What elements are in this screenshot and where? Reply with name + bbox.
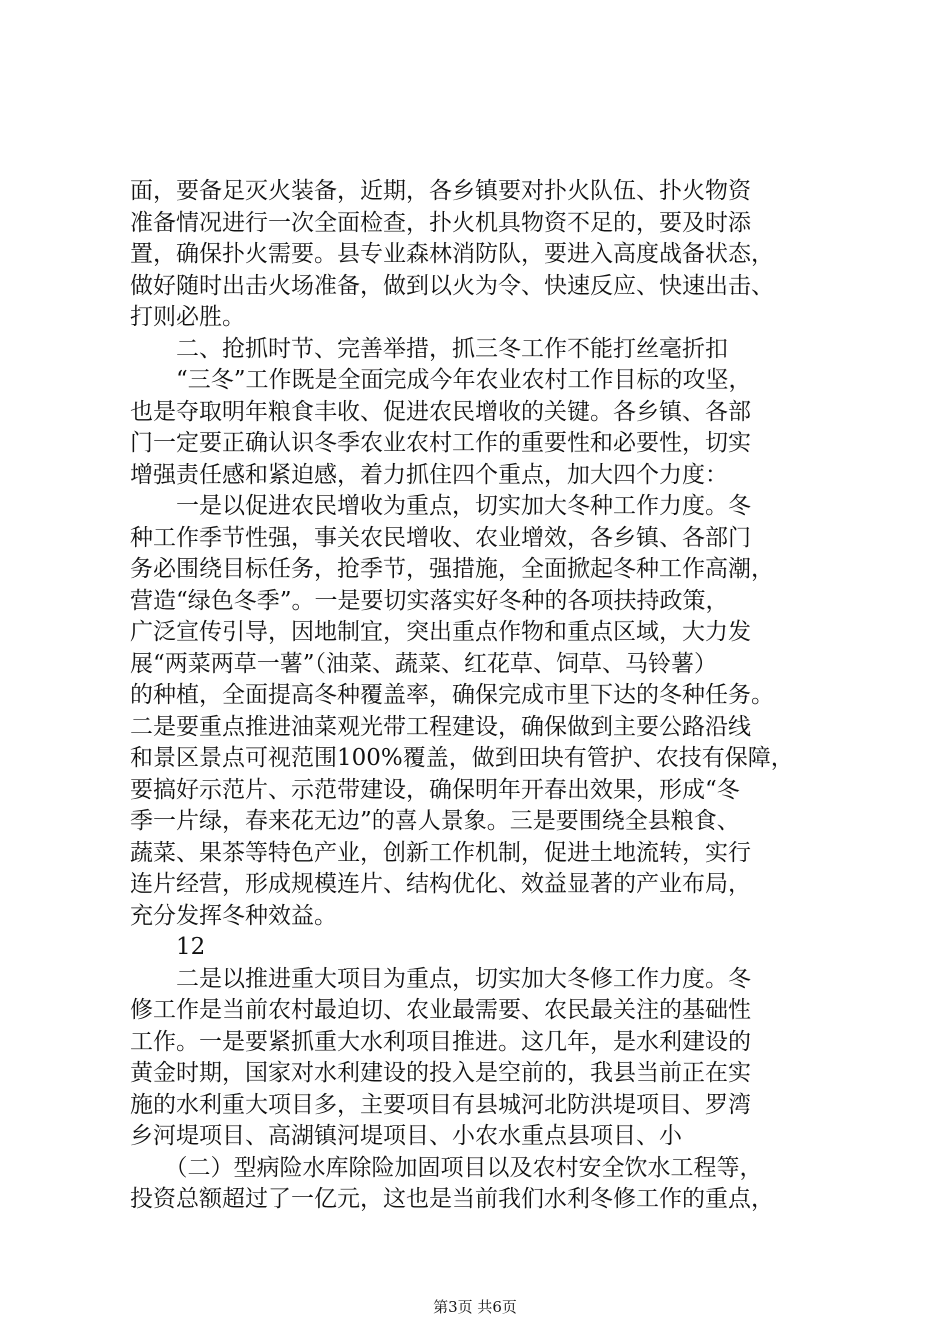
text-line: 准备情况进行一次全面检查，扑火机具物资不足的，要及时添 [130, 209, 751, 236]
text-line: 种工作季节性强，事关农民增收、农业增效，各乡镇、各部门 [130, 524, 751, 551]
text-line: 广泛宣传引导，因地制宜，突出重点作物和重点区域，大力发 [130, 619, 751, 645]
text-line: 蔬菜、果茶等特色产业，创新工作机制，促进土地流转，实行 [130, 839, 751, 866]
text-line: 连片经营，形成规模连片、结构优化、效益显著的产业布局， [130, 871, 751, 897]
text-line: 工作。一是要紧抓重大水利项目推进。这几年，是水利建设的 [130, 1028, 751, 1055]
text-line: 打则必胜。 [130, 304, 245, 330]
text-line: 乡河堤项目、高湖镇河堤项目、小农水重点县项目、小 [130, 1123, 682, 1149]
text-line: 营造“绿色冬季”。一是要切实落实好冬种的各项扶持政策， [130, 587, 729, 614]
text-line: 二是以推进重大项目为重点，切实加大冬修工作力度。冬 [130, 965, 751, 992]
text-line: 黄金时期，国家对水利建设的投入是空前的，我县当前正在实 [130, 1060, 751, 1086]
text-line: 的种植，全面提高冬种覆盖率，确保完成市里下达的冬种任务。 [130, 682, 774, 708]
text-line: 面，要备足灭火装备，近期，各乡镇要对扑火队伍、扑火物资 [130, 178, 751, 204]
page-footer: 第3页 共6页 [433, 1298, 517, 1316]
text-line: 一是以促进农民增收为重点，切实加大冬种工作力度。冬 [130, 493, 751, 519]
text-line: 置，确保扑火需要。县专业森林消防队，要进入高度战备状态， [130, 241, 774, 267]
text-line: 二、抢抓时节、完善举措，抓三冬工作不能打丝毫折扣 [130, 335, 728, 362]
text-line: “三冬”工作既是全面完成今年农业农村工作目标的攻坚， [130, 367, 752, 393]
body-text [130, 176, 842, 1216]
text-line: 要搞好示范片、示范带建设，确保明年开春出效果，形成“冬 [130, 776, 740, 803]
text-line: 展“两菜两草一薯”（油菜、蔬菜、红花草、饲草、马铃薯） [130, 650, 718, 677]
text-line: 和景区景点可视范围100%覆盖，做到田块有管护、农技有保障， [130, 745, 794, 771]
text-line: 务必围绕目标任务，抢季节，强措施，全面掀起冬种工作高潮， [130, 556, 774, 582]
text-line: 投资总额超过了一亿元，这也是当前我们水利冬修工作的重点， [130, 1186, 774, 1212]
text-line: 修工作是当前农村最迫切、农业最需要、农民最关注的基础性 [130, 997, 751, 1023]
text-line: 季一片绿，春来花无边”的喜人景象。三是要围绕全县粮食、 [130, 808, 740, 834]
text-line: 充分发挥冬种效益。 [130, 902, 337, 929]
text-line: 施的水利重大项目多，主要项目有县城河北防洪堤项目、罗湾 [130, 1091, 751, 1118]
text-line: 门一定要正确认识冬季农业农村工作的重要性和必要性，切实 [130, 430, 751, 456]
text-line: 二是要重点推进油菜观光带工程建设，确保做到主要公路沿线 [130, 713, 751, 740]
text-line: （二）型病险水库除险加固项目以及农村安全饮水工程等， [130, 1154, 763, 1181]
text-line: 做好随时出击火场准备，做到以火为令、快速反应、快速出击、 [130, 272, 774, 299]
text-line: 12 [130, 934, 206, 960]
text-line: 增强责任感和紧迫感，着力抓住四个重点，加大四个力度： [130, 461, 728, 488]
text-line: 也是夺取明年粮食丰收、促进农民增收的关键。各乡镇、各部 [130, 398, 751, 425]
